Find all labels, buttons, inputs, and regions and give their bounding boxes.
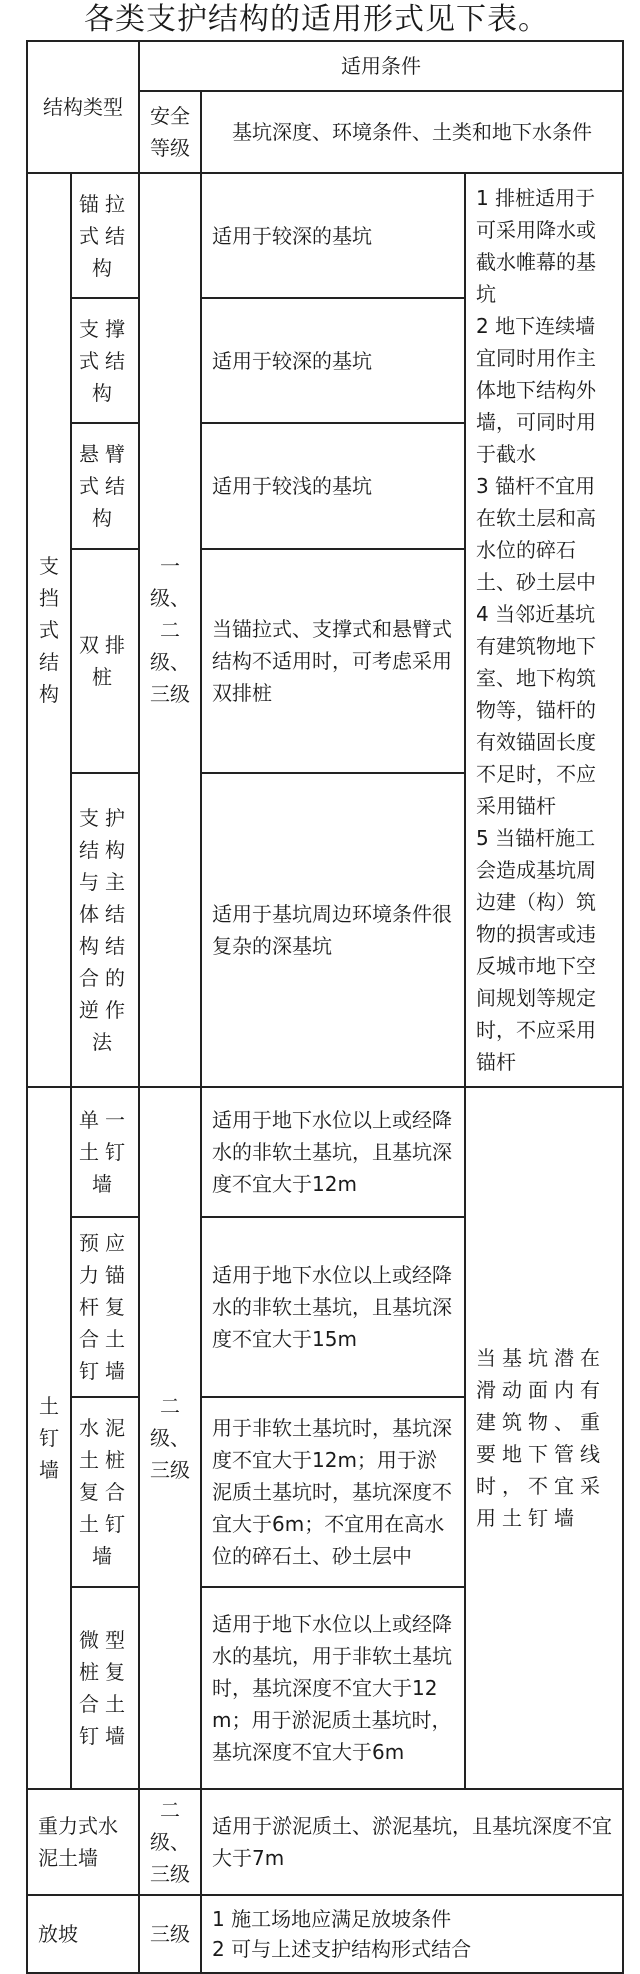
structure-type-cell: 水泥土桩复合土钉墙 [71,1397,139,1587]
structure-type-cell: 放坡 [27,1895,139,1973]
condition-cell: 适用于地下水位以上或经降水的基坑，用于非软土基坑时，基坑深度不宜大于12m；用于淤泥质土基坑时，基坑深度不宜大于6m [201,1587,465,1789]
condition-cell [201,1895,623,1973]
table-row [27,1087,623,1217]
safety-level-cell: 二级、三级 [139,1087,201,1789]
structure-type-cell: 悬臂式结构 [71,423,139,548]
condition-cell: 适用于较深的基坑 [201,173,465,298]
retaining-notes [465,173,623,1087]
note-item: 5 当锚杆施工会造成基坑周边建（构）筑物的损害或违反城市地下空间规划等规定时，不应采用锚杆 [476,826,596,1074]
table-row [27,173,623,298]
condition-cell: 适用于基坑周边环境条件很复杂的深基坑 [201,773,465,1087]
condition-cell: 当锚拉式、支撑式和悬臂式结构不适用时，可考虑采用双排桩 [201,549,465,773]
structure-type-cell: 预应力锚杆复合土钉墙 [71,1217,139,1397]
header-applicable-conditions: 适用条件 [139,41,623,91]
note-item: 2 地下连续墙宜同时用作主体地下结构外墙，可同时用于截水 [476,314,596,466]
note-item: 3 锚杆不宜用在软土层和高水位的碎石土、砂土层中 [476,474,596,594]
condition-cell: 适用于地下水位以上或经降水的非软土基坑，且基坑深度不宜大于15m [201,1217,465,1397]
slope-condition-item: 1 施工场地应满足放坡条件 [212,1907,452,1931]
note-item: 4 当邻近基坑有建筑物地下室、地下构筑物等，锚杆的有效锚固长度不足时，不应采用锚杆 [476,602,596,818]
structure-type-cell: 支撑式结构 [71,298,139,423]
note-item: 1 排桩适用于可采用降水或截水帷幕的基坑 [476,186,596,306]
structure-type-cell: 重力式水泥土墙 [27,1789,139,1895]
safety-level-cell: 一级、二级、三级 [139,173,201,1087]
structure-type-cell: 微型桩复合土钉墙 [71,1587,139,1789]
group-label-soil-nail: 土钉墙 [27,1087,71,1789]
header-structure-type: 结构类型 [27,41,139,173]
header-row-1 [27,41,623,91]
structure-type-cell: 支护结构与主体结构结合的逆作法 [71,773,139,1087]
header-safety-level: 安全等级 [139,91,201,173]
condition-cell: 适用于较浅的基坑 [201,423,465,548]
slope-condition-item: 2 可与上述支护结构形式结合 [212,1937,472,1961]
header-pit-conditions: 基坑深度、环境条件、土类和地下水条件 [201,91,623,173]
safety-level-cell: 三级 [139,1895,201,1973]
page-title: 各类支护结构的适用形式见下表。 [84,2,549,37]
group-label-retaining: 支挡式结构 [27,173,71,1087]
table-row [27,1789,623,1895]
table-row [27,1895,623,1973]
condition-cell: 用于非软土基坑时，基坑深度不宜大于12m；用于淤泥质土基坑时，基坑深度不宜大于6m；不宜用在高水位的碎石土、砂土层中 [201,1397,465,1587]
condition-cell: 适用于较深的基坑 [201,298,465,423]
soil-nail-note: 当基坑潜在滑动面内有建筑物、重要地下管线时，不宜采用土钉墙 [465,1087,623,1789]
safety-level-cell: 二级、三级 [139,1789,201,1895]
structure-type-cell: 双排桩 [71,549,139,773]
condition-cell: 适用于地下水位以上或经降水的非软土基坑，且基坑深度不宜大于12m [201,1087,465,1217]
structure-type-cell: 单一土钉墙 [71,1087,139,1217]
condition-cell: 适用于淤泥质土、淤泥基坑，且基坑深度不宜大于7m [201,1789,623,1895]
structure-type-cell: 锚拉式结构 [71,173,139,298]
support-structure-table [26,40,624,1974]
